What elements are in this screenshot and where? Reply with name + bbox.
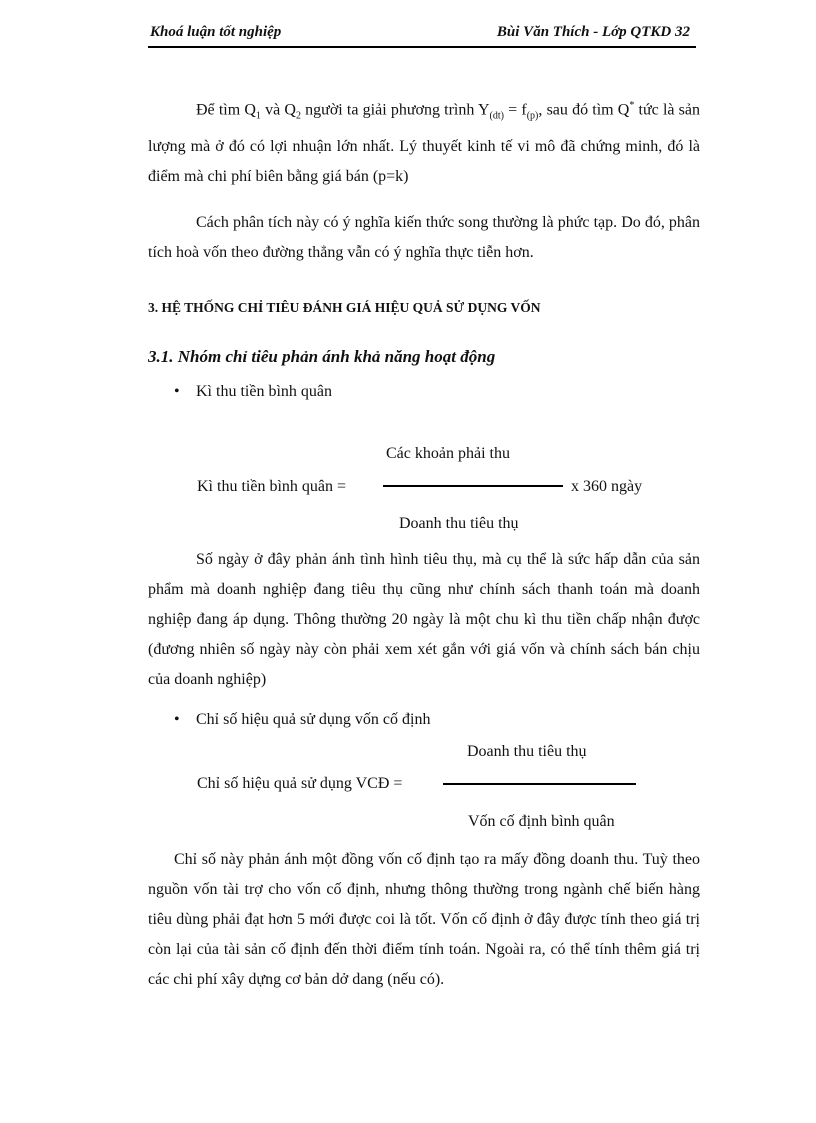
header-thesis-title: Khoá luận tốt nghiệp — [150, 24, 282, 40]
formula2-lhs: Chỉ số hiệu quả sử dụng VCĐ = — [197, 775, 403, 792]
formula1-lhs: Kì thu tiền bình quân = — [197, 478, 347, 495]
header-author: Bùi Văn Thích - Lớp QTKD 32 — [496, 24, 690, 40]
analysis-paragraph: Cách phân tích này có ý nghĩa kiến thức song thường là phức tạp. Do đó, phân tích hoà vốn theo đường thẳng vẫn có ý nghĩa thực tiễn hơn. — [148, 214, 700, 261]
formula2-numerator: Doanh thu tiêu thụ — [467, 743, 587, 760]
formula1-numerator: Các khoản phải thu — [386, 445, 510, 462]
section-heading: 3. HỆ THỐNG CHỈ TIÊU ĐÁNH GIÁ HIỆU QUẢ SỬ DỤNG VỐN — [148, 300, 541, 315]
header-rule — [148, 46, 696, 48]
bullet-dot-icon: • — [174, 383, 180, 400]
formula1-multiplier: x 360 ngày — [571, 478, 643, 495]
subsection-heading: 3.1. Nhóm chỉ tiêu phản ánh khả năng hoạt động — [148, 347, 496, 366]
formula2-fraction-bar — [443, 783, 636, 785]
formula2-denominator: Vốn cố định bình quân — [468, 813, 615, 830]
index-paragraph: Chỉ số này phản ánh một đồng vốn cố định tạo ra mấy đồng doanh thu. Tuỳ theo nguồn vốn tài trợ cho vốn cố định, nhưng thông thường trong ngành chế biến hàng tiêu dùng phải đạt hơn 5 mới được coi là tốt. Vốn cố định ở đây được tính theo giá trị còn lại của tài sản cố định đến thời điểm tính toán. Ngoài ra, có thể tính thêm giá trị các chi phí xây dựng cơ bản dở dang (nếu có). — [148, 851, 700, 988]
intro-paragraph: Để tìm $Q_1$ và $Q_2$ người ta giải phương trình $Y_{(dt)} = f_{(p)}$, sau đó tìm Q* tức là sản lượng mà ở đó có lợi nhuận lớn nhất. Lý thuyết kinh tế vi mô đã chứng minh, đó là điểm mà chi phí biên bằng giá bán (p=k) — [148, 100, 700, 185]
page-header — [150, 24, 695, 48]
days-paragraph: Số ngày ở đây phản ánh tình hình tiêu thụ, mà cụ thể là sức hấp dẫn của sản phẩm mà doanh nghiệp đang tiêu thụ cũng như chính sách thanh toán mà doanh nghiệp đang áp dụng. Thông thường 20 ngày là một chu kì thu tiền chấp nhận được (đương nhiên số ngày này còn phải xem xét gắn với giá vốn và chính sách bán chịu của doanh nghiệp) — [148, 551, 700, 688]
bullet-dot-icon: • — [174, 711, 180, 728]
formula1-fraction-bar — [383, 485, 563, 487]
formula1-denominator: Doanh thu tiêu thụ — [399, 515, 519, 532]
